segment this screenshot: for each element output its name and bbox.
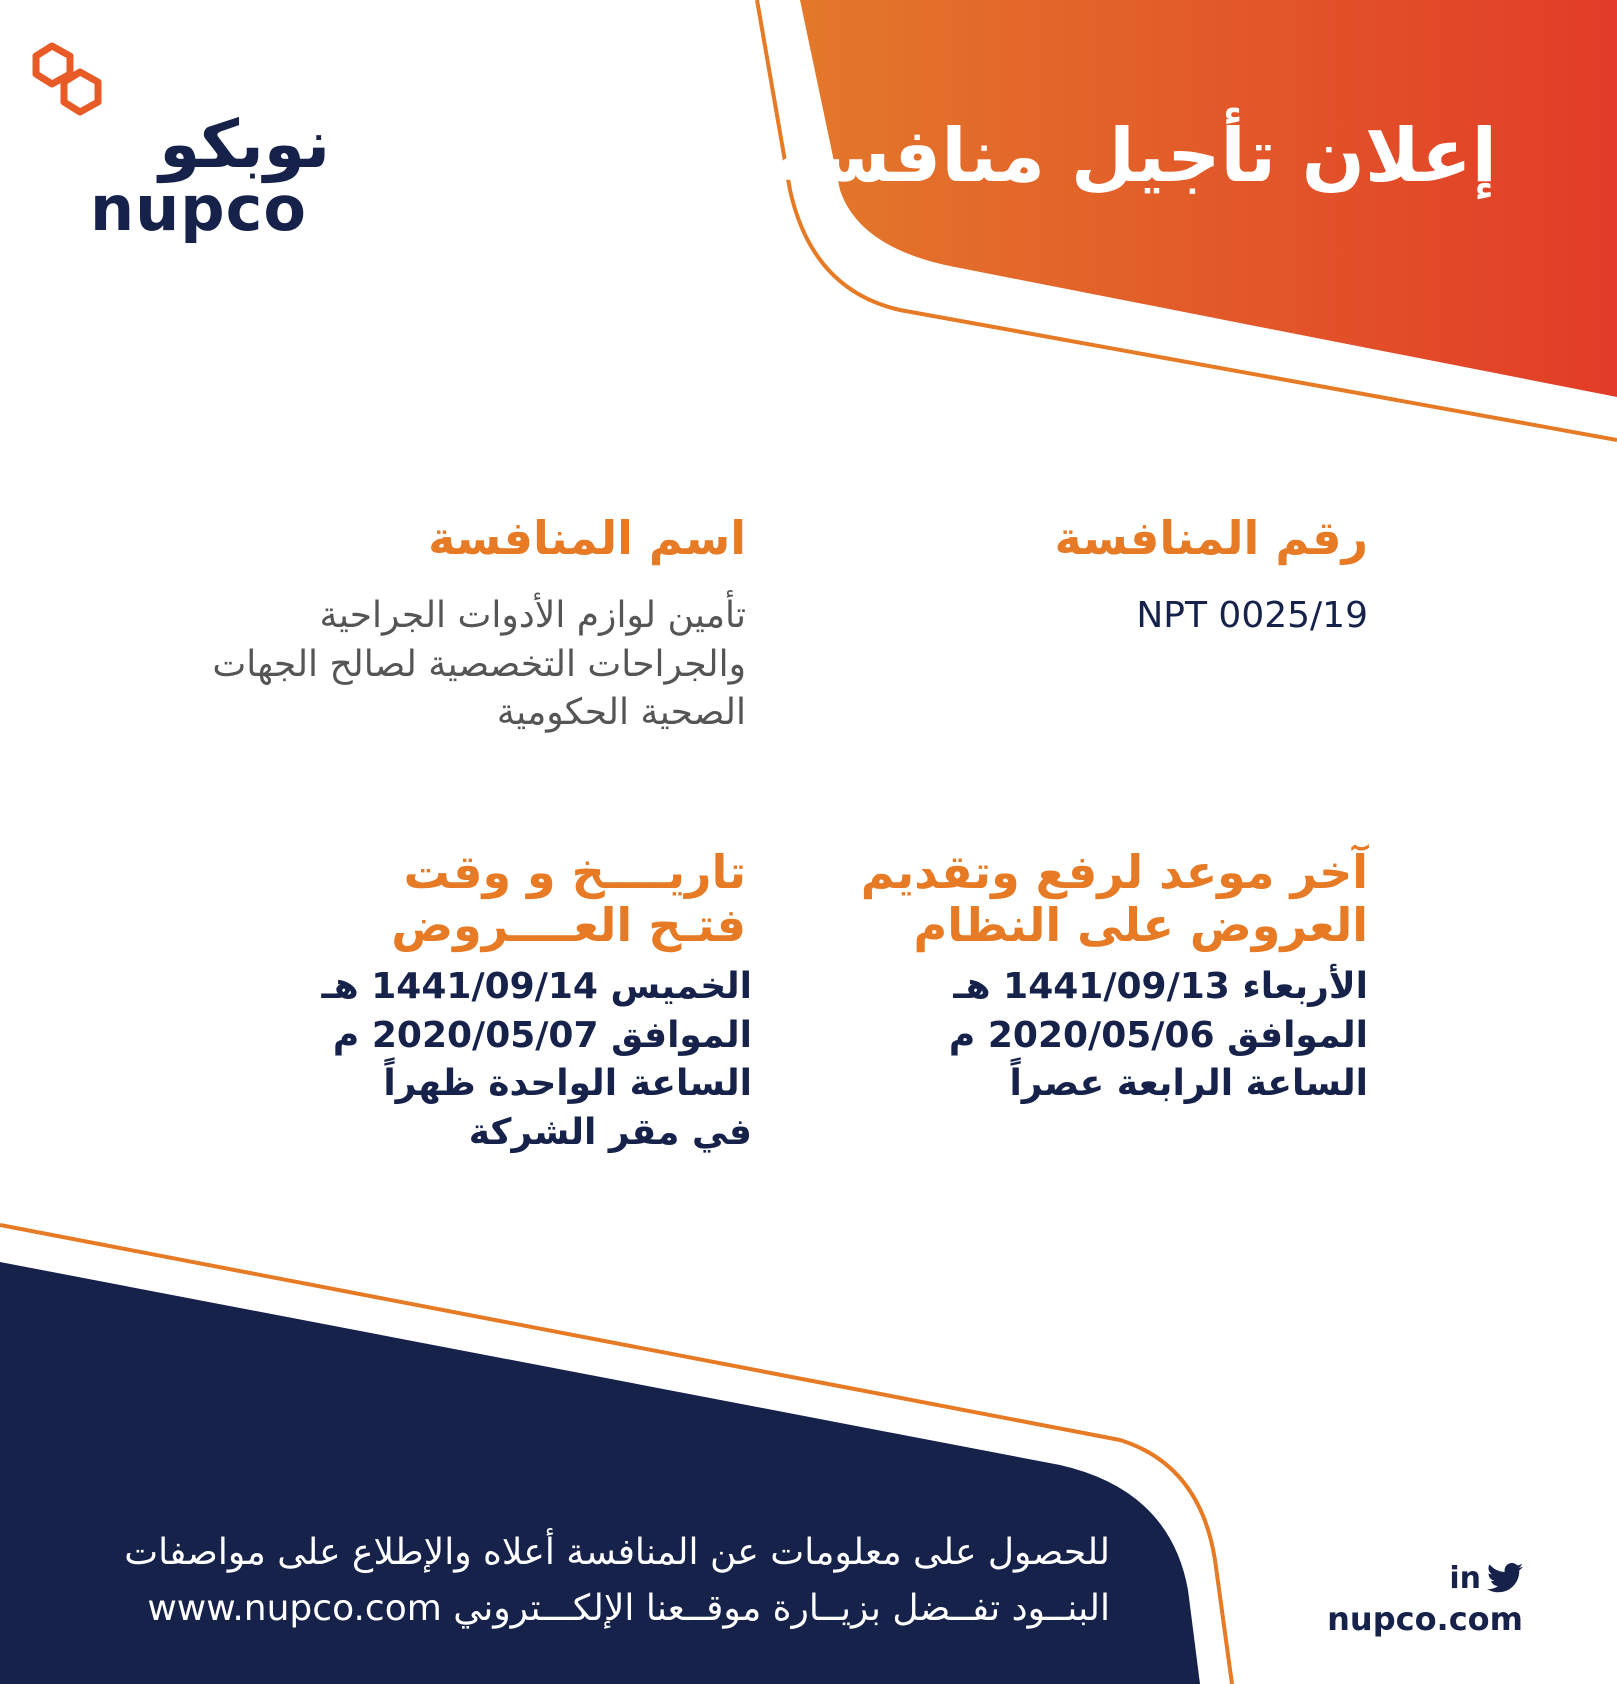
logo-arabic-name: نوبكو xyxy=(159,106,330,183)
opening-time: الساعة الواحدة ظهراً xyxy=(383,1063,752,1105)
footer-note xyxy=(20,1525,1110,1637)
linkedin-icon[interactable]: in xyxy=(1449,1560,1481,1596)
twitter-bird-icon[interactable] xyxy=(1487,1563,1523,1593)
tender-name-value: تأمين لوازم الأدوات الجراحية والجراحات التخصصية لصالح الجهات الصحية الحكومية xyxy=(212,595,746,734)
deadline-heading-line: آخر موعد لرفع وتقديم xyxy=(860,845,1368,899)
logo-english-name: nupco xyxy=(90,172,308,245)
website-link[interactable]: nupco.com xyxy=(1327,1600,1523,1638)
opening-heading xyxy=(186,846,746,952)
opening-location: في مقر الشركة xyxy=(468,1111,752,1153)
page-title: إعلان تأجيل منافسة xyxy=(772,113,1497,199)
tender-number-value: NPT 0025/19 xyxy=(1136,595,1368,636)
deadline-date-hijri: الأربعاء 1441/09/13 هـ xyxy=(953,966,1368,1007)
deadline-heading-line: العروض على النظام xyxy=(913,897,1368,952)
tender-name-heading: اسم المنافسة xyxy=(428,511,746,565)
deadline-heading xyxy=(808,846,1368,952)
deadline-details xyxy=(808,963,1368,1109)
social-links xyxy=(1263,1558,1523,1638)
opening-heading-line: فتـح العــــروض xyxy=(391,897,746,952)
opening-heading-line: تاريــــخ و وقت xyxy=(403,845,746,899)
opening-details xyxy=(192,963,752,1157)
opening-date-gregorian: الموافق 2020/05/07 م xyxy=(332,1014,752,1056)
opening-date-hijri: الخميس 1441/09/14 هـ xyxy=(321,966,752,1007)
tender-number-heading: رقم المنافسة xyxy=(1054,511,1368,565)
footer-note-line: للحصول على معلومات عن المنافسة أعلاه والإطلاع على مواصفات xyxy=(124,1532,1110,1573)
hexagon-link-icon xyxy=(30,40,110,120)
deadline-time: الساعة الرابعة عصراً xyxy=(1009,1063,1368,1105)
logo xyxy=(30,40,330,245)
deadline-date-gregorian: الموافق 2020/05/06 م xyxy=(948,1014,1368,1056)
footer-note-line: البنــود تفــضل بزيــارة موقــعنا الإلكـــتروني www.nupco.com xyxy=(147,1587,1110,1629)
